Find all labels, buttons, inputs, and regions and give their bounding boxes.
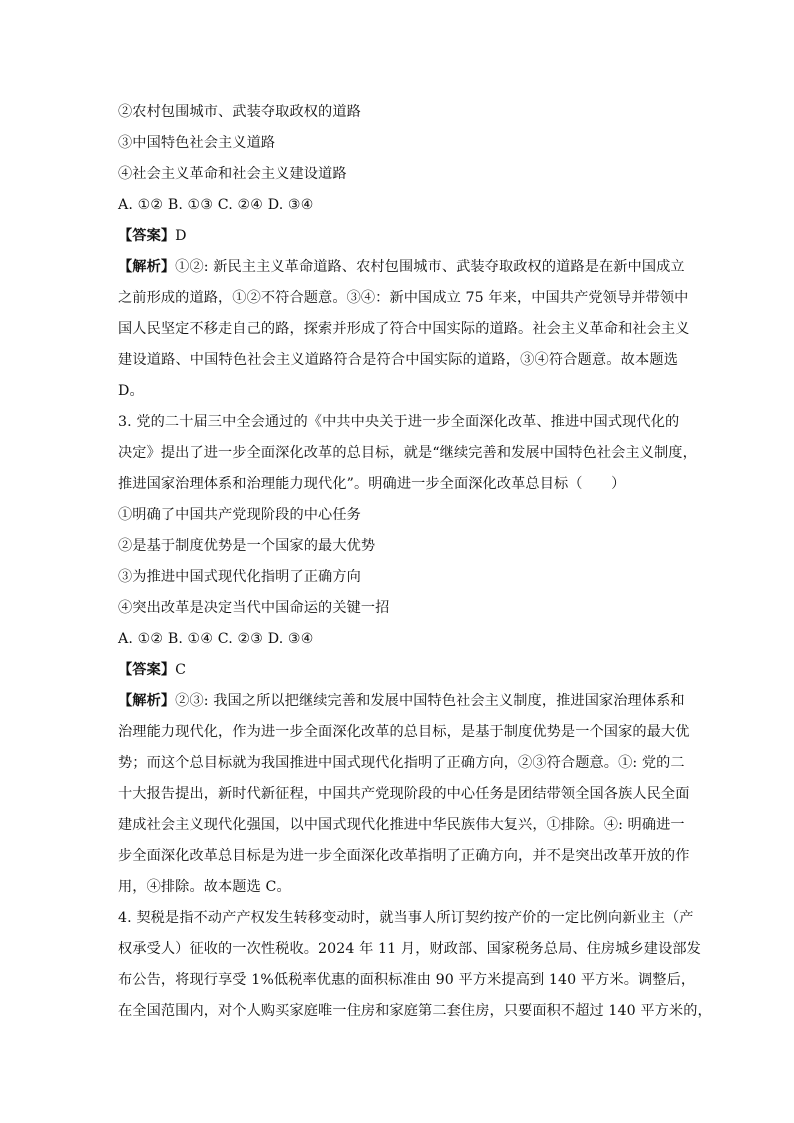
- q3-analysis-text-1: ②③: 我国之所以把继续完善和发展中国特色社会主义制度，推进国家治理体系和: [175, 693, 685, 709]
- q2-option-3: ③中国特色社会主义道路: [118, 135, 276, 151]
- q2-answer-value: D: [175, 228, 187, 244]
- q4-stem-line-1: 4. 契税是指不动产产权发生转移变动时，就当事人所订契约按产价的一定比例向新业主（产: [118, 910, 694, 926]
- q3-option-4: ④突出改革是决定当代中国命运的关键一招: [118, 600, 390, 616]
- q2-option-4: ④社会主义革命和社会主义建设道路: [118, 166, 347, 182]
- q2-analysis-label: 【解析】: [118, 259, 176, 275]
- q3-option-1: ①明确了中国共产党现阶段的中心任务: [118, 507, 361, 523]
- q3-stem-line-2: 决定》提出了进一步全面深化改革的总目标，就是“继续完善和发展中国特色社会主义制度，: [118, 445, 697, 461]
- q3-analysis-line-2: 治理能力现代化，作为进一步全面深化改革的总目标，是基于制度优势是一个国家的最大优: [118, 724, 690, 740]
- q3-analysis-line-4: 十大报告提出，新时代新征程，中国共产党现阶段的中心任务是团结带领全国各族人民全面: [118, 786, 690, 802]
- q2-analysis-line-1: [118, 252, 685, 283]
- q2-analysis-line-4: 建设道路、中国特色社会主义道路符合是符合中国实际的道路，③④符合题意。故本题选: [118, 352, 678, 368]
- q3-analysis-label: 【解析】: [118, 693, 176, 709]
- q3-option-2: ②是基于制度优势是一个国家的最大优势: [118, 538, 376, 554]
- q3-analysis-line-6: 步全面深化改革总目标是为进一步全面深化改革指明了正确方向，并不是突出改革开放的作: [118, 848, 690, 864]
- q2-analysis-line-2: 之前形成的道路，①②不符合题意。③④：新中国成立 75 年来，中国共产党领导并带领中: [118, 290, 689, 306]
- question-4: [118, 903, 712, 1027]
- q3-answer-label: 【答案】: [118, 662, 176, 678]
- q3-stem-line-3: 推进国家治理体系和治理能力现代化”。明确进一步全面深化改革总目标（ ）: [118, 476, 626, 492]
- question-2-continued: [118, 97, 690, 407]
- q2-analysis-line-5: D。: [118, 383, 144, 399]
- q3-option-3: ③为推进中国式现代化指明了正确方向: [118, 569, 361, 585]
- q3-analysis-line-5: 建成社会主义现代化强国，以中国式现代化推进中华民族伟大复兴，①排除。④: 明确进一: [118, 817, 685, 833]
- q2-answer: [118, 221, 678, 252]
- q2-analysis-text-1: ①②: 新民主主义革命道路、农村包围城市、武装夺取政权的道路是在新中国成立: [175, 259, 685, 275]
- q2-answer-label: 【答案】: [118, 228, 176, 244]
- q3-analysis-line-1: [118, 686, 685, 717]
- q2-option-2: ②农村包围城市、武装夺取政权的道路: [118, 104, 361, 120]
- q2-analysis-line-3: 国人民坚定不移走自己的路，探索并形成了符合中国实际的道路。社会主义革命和社会主义: [118, 321, 690, 337]
- q3-answer-value: C: [175, 662, 187, 678]
- q2-choices: A. ①② B. ①③ C. ②④ D. ③④: [118, 197, 314, 213]
- q3-analysis-line-3: 势；而这个总目标就为我国推进中国式现代化指明了正确方向，②③符合题意。①: 党的二: [118, 755, 685, 771]
- q4-stem-line-4: 在全国范围内，对个人购买家庭唯一住房和家庭第二套住房，只要面积不超过 140 平方米的，: [118, 1003, 712, 1019]
- q4-stem-line-2: 权承受人）征收的一次性税收。2024 年 11 月，财政部、国家税务总局、住房城乡建设部发: [118, 941, 701, 957]
- q3-stem-line-1: 3. 党的二十届三中全会通过的《中共中央关于进一步全面深化改革、推进中国式现代化的: [118, 414, 680, 430]
- q3-choices: A. ①② B. ①④ C. ②③ D. ③④: [118, 631, 314, 647]
- question-3: [118, 407, 697, 903]
- q3-analysis-line-7: 用，④排除。故本题选 C。: [118, 879, 291, 895]
- q4-stem-line-3: 布公告，将现行享受 1%低税率优惠的面积标准由 90 平方米提高到 140 平方米。调整后，: [118, 972, 696, 988]
- q3-answer: [118, 655, 678, 686]
